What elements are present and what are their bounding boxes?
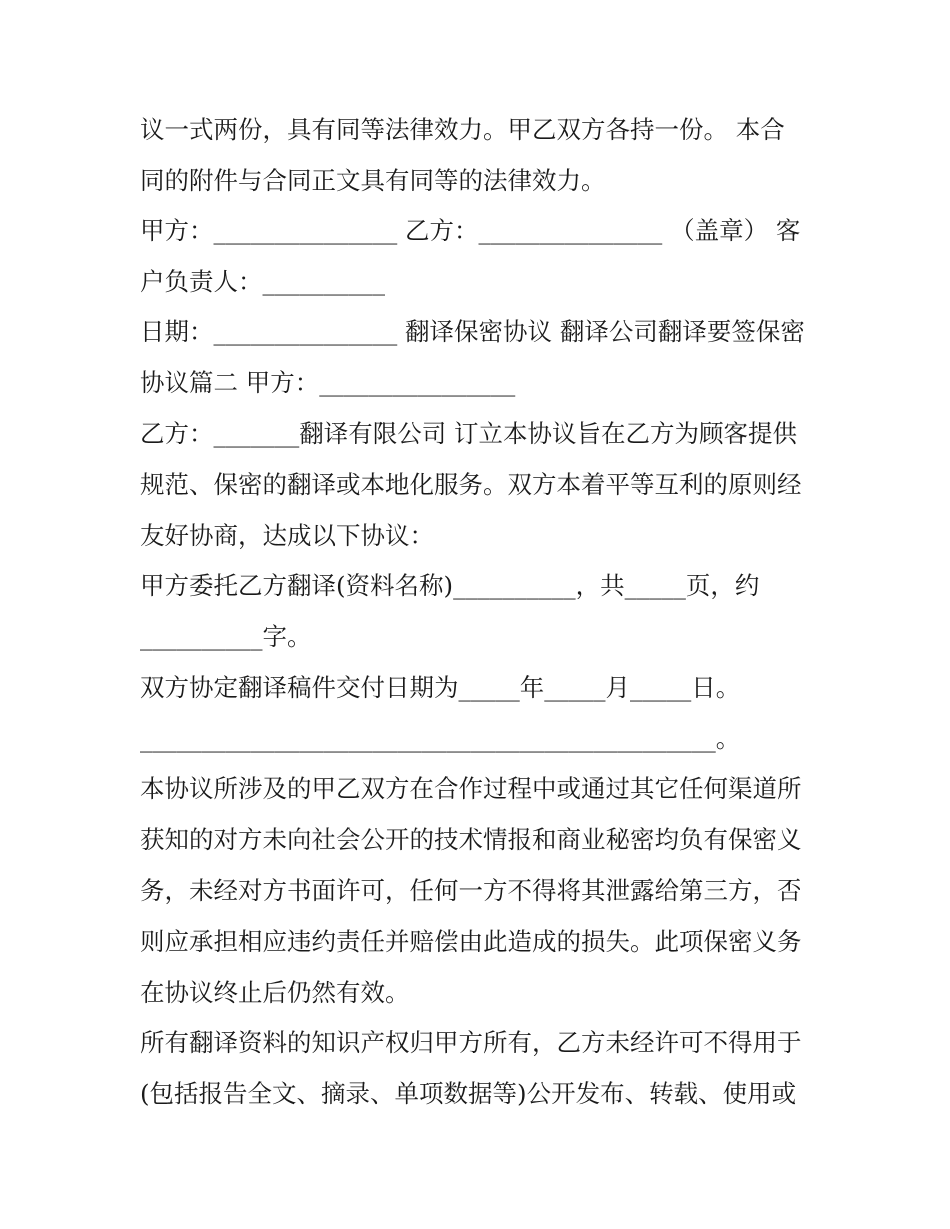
text-line: 本协议所涉及的甲乙双方在合作过程中或通过其它任何渠道所 <box>140 774 802 803</box>
text-line: __________字。 <box>140 622 312 651</box>
text-line: 乙方：_______翻译有限公司 订立本协议旨在乙方为顾客提供 <box>140 419 798 448</box>
text-line: 则应承担相应违约责任并赔偿由此造成的损失。此项保密义务 <box>140 927 802 956</box>
text-line: 获知的对方未向社会公开的技术情报和商业秘密均负有保密义 <box>140 825 802 854</box>
text-line: 日期：_______________ 翻译保密协议 翻译公司翻译要签保密 <box>140 317 805 346</box>
text-line: 甲方委托乙方翻译(资料名称)__________，共_____页，约 <box>140 571 760 600</box>
text-line: 议一式两份，具有同等法律效力。甲乙双方各持一份。 本合 <box>140 115 785 144</box>
text-line: 同的附件与合同正文具有同等的法律效力。 <box>140 166 606 195</box>
text-line: 所有翻译资料的知识产权归甲方所有，乙方未经许可不得用于 <box>140 1028 802 1057</box>
text-line: 友好协商，达成以下协议： <box>140 521 434 550</box>
text-line: _______________________________________________。 <box>140 724 741 753</box>
text-line: 协议篇二 甲方：________________ <box>140 368 516 397</box>
text-line: 甲方：_______________ 乙方：_______________ （盖章） 客 <box>140 216 801 245</box>
text-line: 在协议终止后仍然有效。 <box>140 978 410 1007</box>
text-line: (包括报告全文、摘录、单项数据等)公开发布、转载、使用或 <box>140 1079 797 1108</box>
text-line: 规范、保密的翻译或本地化服务。双方本着平等互利的原则经 <box>140 470 802 499</box>
text-line: 务，未经对方书面许可，任何一方不得将其泄露给第三方，否 <box>140 876 802 905</box>
text-line: 双方协定翻译稿件交付日期为_____年_____月_____日。 <box>140 673 741 702</box>
text-line: 户负责人：__________ <box>140 267 385 296</box>
